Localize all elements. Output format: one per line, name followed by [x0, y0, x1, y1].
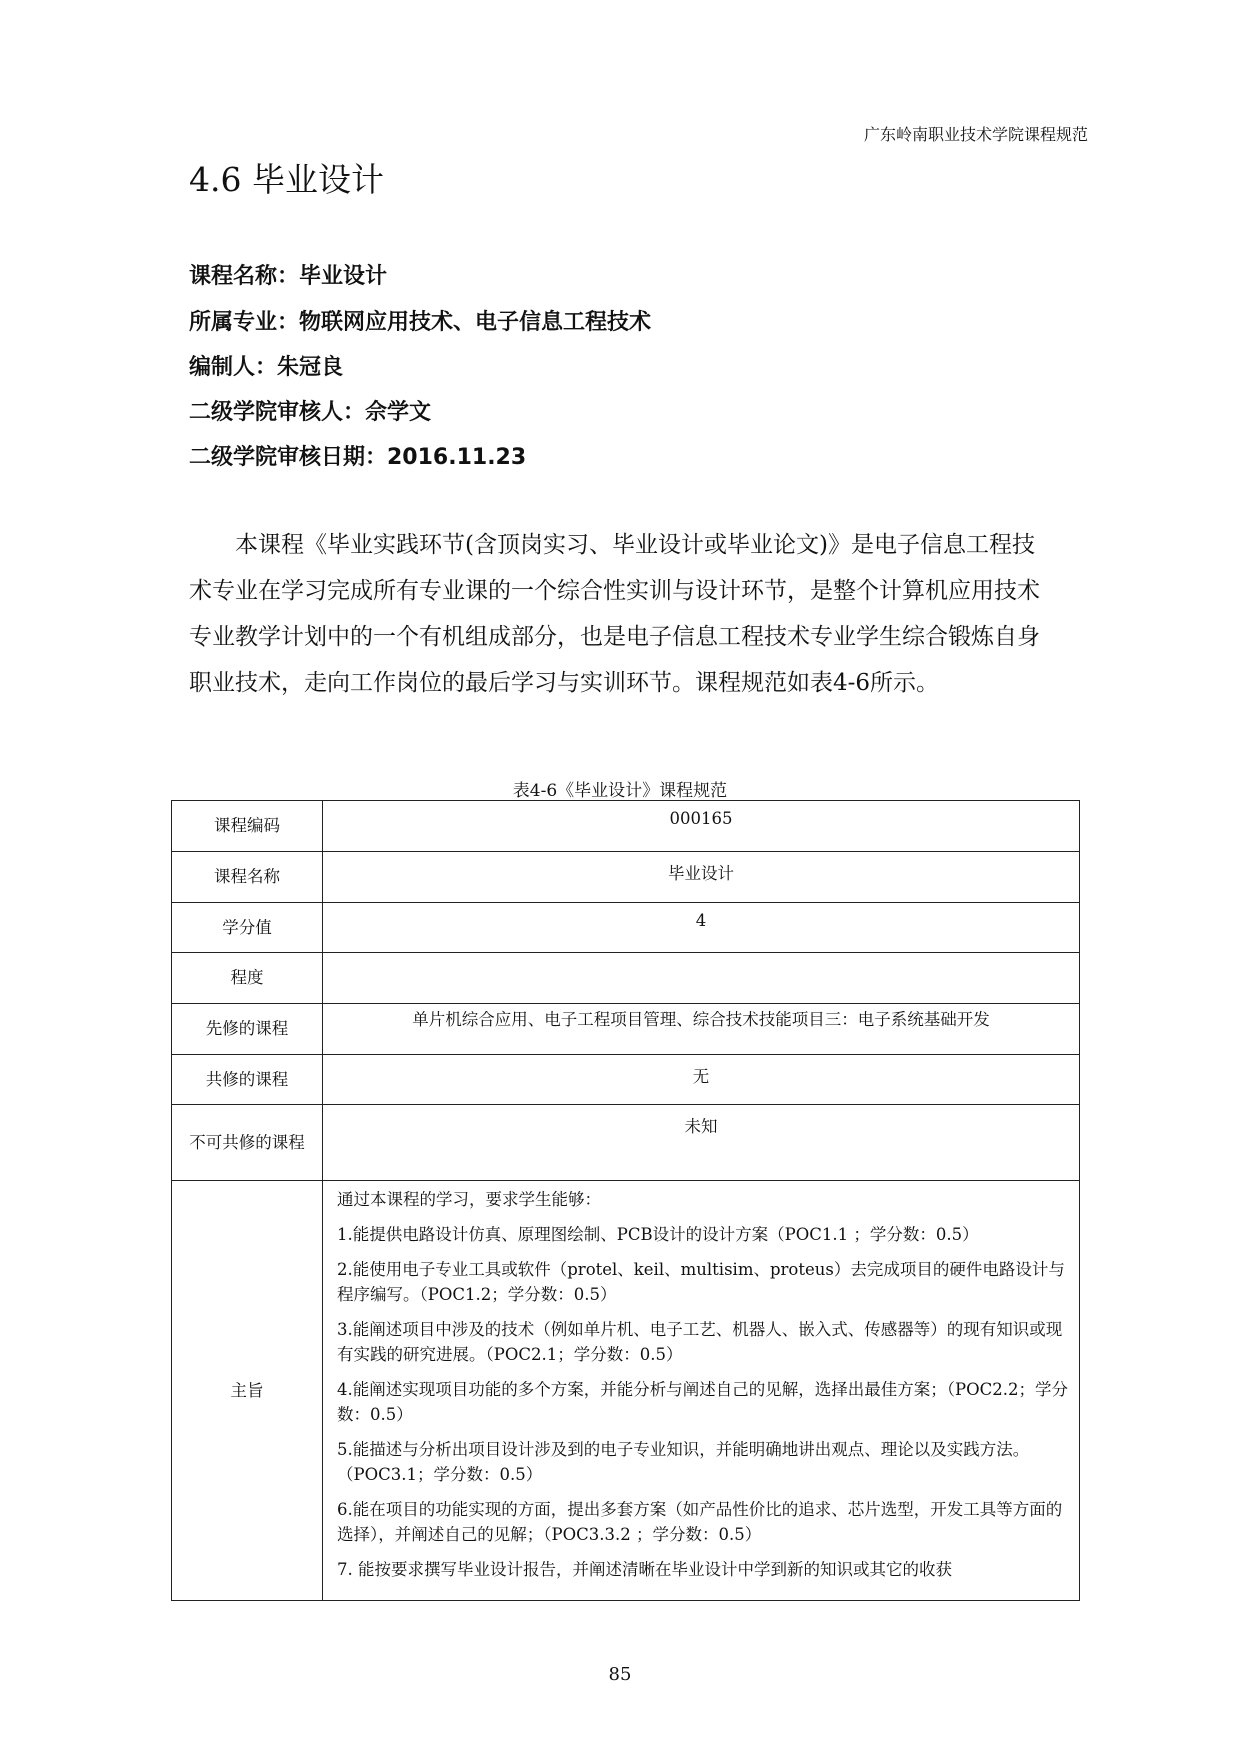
table-row [172, 953, 1080, 1004]
row-label: 不可共修的课程 [172, 1105, 323, 1181]
row-value [323, 953, 1080, 1004]
aims-item: 1.能提供电路设计仿真、原理图绘制、PCB设计的设计方案（POC1.1 ；学分数：0.5） [337, 1225, 979, 1244]
row-label: 学分值 [172, 903, 323, 953]
aims-item: 通过本课程的学习，要求学生能够： [337, 1190, 601, 1209]
aims-item: 7. 能按要求撰写毕业设计报告，并阐述清晰在毕业设计中学到新的知识或其它的收获 [337, 1560, 952, 1579]
table-row [172, 903, 1080, 953]
row-label: 共修的课程 [172, 1055, 323, 1105]
running-header: 广东岭南职业技术学院课程规范 [863, 125, 1088, 144]
table-row [172, 852, 1080, 903]
table-row [172, 1004, 1080, 1055]
row-label: 课程编码 [172, 801, 323, 852]
meta-author: 编制人：朱冠良 [189, 355, 344, 380]
aims-item: 6.能在项目的功能实现的方面，提出多套方案（如产品性价比的追求、芯片选型，开发工具等方面的选择），并阐述自己的见解；（POC3.3.2 ；学分数：0.5） [337, 1500, 1063, 1544]
row-value: 4 [323, 903, 1080, 953]
table-row [172, 1105, 1080, 1181]
page-number: 85 [608, 1664, 632, 1685]
row-value: 000165 [323, 801, 1080, 852]
aims-item: 3.能阐述项目中涉及的技术（例如单片机、电子工艺、机器人、嵌入式、传感器等）的现有知识或现有实践的研究进展。（POC2.1；学分数：0.5） [337, 1320, 1063, 1364]
row-value: 单片机综合应用、电子工程项目管理、综合技术技能项目三：电子系统基础开发 [323, 1004, 1080, 1055]
intro-paragraph: 本课程《毕业实践环节(含顶岗实习、毕业设计或毕业论文)》是电子信息工程技术专业在学习完成所有专业课的一个综合性实训与设计环节，是整个计算机应用技术专业教学计划中的一个有机组成部分，也是电子信息工程技术专业学生综合锻炼自身职业技术，走向工作岗位的最后学习与实训环节。课程规范如表4-6所示。 [189, 532, 1040, 696]
table-row-aims [172, 1181, 1080, 1601]
row-value: 未知 [323, 1105, 1080, 1181]
table-row [172, 1055, 1080, 1105]
row-value: 毕业设计 [323, 852, 1080, 903]
row-label: 先修的课程 [172, 1004, 323, 1055]
meta-review-date: 二级学院审核日期：2016.11.23 [189, 445, 527, 470]
course-spec-table [171, 800, 1080, 1601]
aims-item: 5.能描述与分析出项目设计涉及到的电子专业知识，并能明确地讲出观点、理论以及实践方法。（POC3.1；学分数：0.5） [337, 1440, 1030, 1484]
meta-course-name: 课程名称：毕业设计 [189, 264, 388, 289]
meta-reviewer: 二级学院审核人：佘学文 [189, 400, 432, 425]
row-label: 主旨 [172, 1181, 323, 1601]
table-row [172, 801, 1080, 852]
row-label: 程度 [172, 953, 323, 1004]
aims-list [323, 1181, 1080, 1601]
row-label: 课程名称 [172, 852, 323, 903]
table-caption: 表4-6《毕业设计》课程规范 [512, 781, 728, 801]
row-value: 无 [323, 1055, 1080, 1105]
section-title: 4.6 毕业设计 [189, 160, 384, 199]
aims-item: 2.能使用电子专业工具或软件（protel、keil、multisim、proteus）去完成项目的硬件电路设计与程序编写。（POC1.2；学分数：0.5） [337, 1260, 1065, 1304]
meta-major: 所属专业：物联网应用技术、电子信息工程技术 [189, 310, 652, 335]
aims-item: 4.能阐述实现项目功能的多个方案，并能分析与阐述自己的见解，选择出最佳方案；（POC2.2；学分数：0.5） [337, 1380, 1068, 1424]
